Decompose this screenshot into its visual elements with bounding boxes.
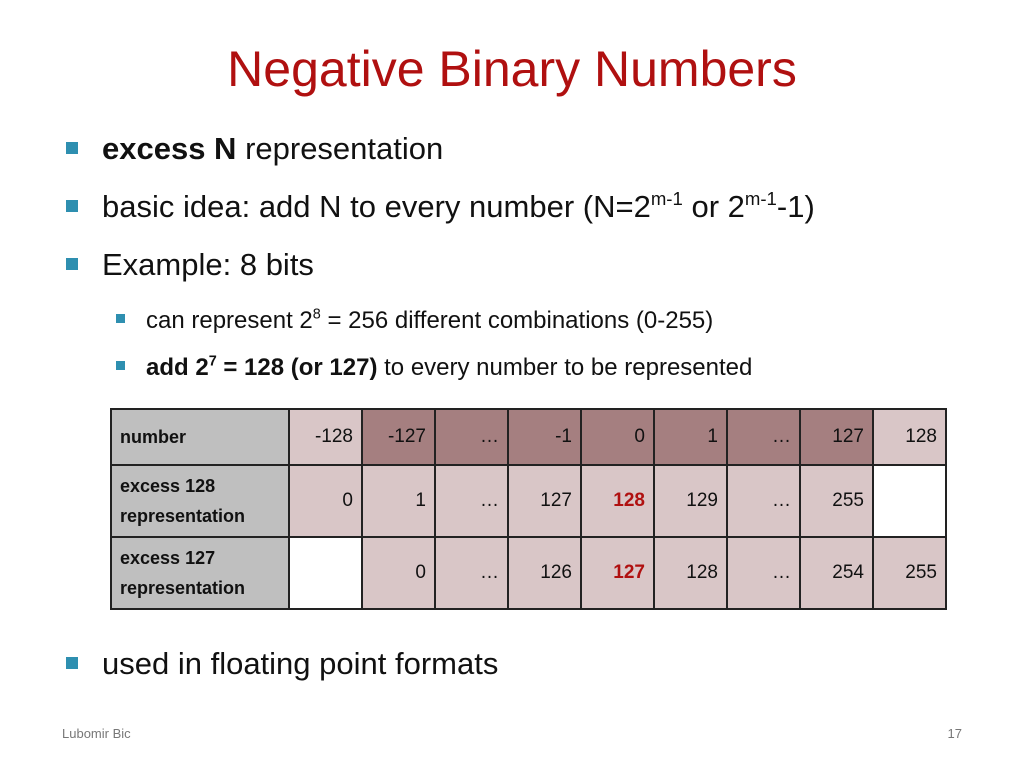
table-cell-highlight: 127 bbox=[581, 537, 654, 609]
table-cell: … bbox=[435, 409, 508, 465]
bullet-list bbox=[62, 130, 1002, 398]
bullet-square-icon bbox=[66, 258, 78, 270]
bullet-square-icon bbox=[66, 657, 78, 669]
table-cell: … bbox=[727, 409, 800, 465]
bullet-text: Example: 8 bits bbox=[102, 247, 314, 282]
superscript: m-1 bbox=[744, 187, 777, 209]
table-cell: 1 bbox=[654, 409, 727, 465]
subbullet-text: = 256 different combinations (0-255) bbox=[320, 307, 714, 334]
table-cell: 127 bbox=[800, 409, 873, 465]
bullet-example bbox=[62, 246, 1002, 304]
bullet-text: or 2 bbox=[682, 189, 745, 224]
superscript: 8 bbox=[312, 306, 321, 323]
row-header: number bbox=[111, 409, 289, 465]
bullet-list-bottom bbox=[62, 645, 1002, 703]
slide-title: Negative Binary Numbers bbox=[227, 41, 797, 97]
subbullet-bold-text: add 2 bbox=[146, 354, 209, 381]
table-cell: -1 bbox=[508, 409, 581, 465]
table-cell: … bbox=[435, 465, 508, 537]
bullet-text: used in floating point formats bbox=[102, 646, 499, 681]
row-header: excess 127 representation bbox=[111, 537, 289, 609]
table-cell-empty bbox=[289, 537, 362, 609]
bullet-text: -1) bbox=[776, 189, 815, 224]
superscript: m-1 bbox=[650, 187, 683, 209]
bullet-square-icon bbox=[66, 200, 78, 212]
table-cell-empty bbox=[873, 465, 946, 537]
table-cell: 128 bbox=[873, 409, 946, 465]
bullet-text: basic idea: add N to every number (N=2 bbox=[102, 189, 651, 224]
table-cell: -128 bbox=[289, 409, 362, 465]
table-cell: -127 bbox=[362, 409, 435, 465]
table-cell: 0 bbox=[362, 537, 435, 609]
table-row-number bbox=[111, 409, 946, 465]
table-cell: 1 bbox=[362, 465, 435, 537]
subbullet-add bbox=[114, 351, 1002, 398]
table-cell: … bbox=[435, 537, 508, 609]
table-cell-highlight: 128 bbox=[581, 465, 654, 537]
subbullet-text: to every number to be represented bbox=[377, 354, 753, 381]
table-cell: 254 bbox=[800, 537, 873, 609]
table-cell: 0 bbox=[581, 409, 654, 465]
subbullet-combinations bbox=[114, 304, 1002, 351]
subbullet-bold-text: = 128 (or 127) bbox=[216, 354, 378, 381]
table-cell: 255 bbox=[873, 537, 946, 609]
bullet-square-icon bbox=[66, 142, 78, 154]
table-cell: 0 bbox=[289, 465, 362, 537]
table-row-excess-128 bbox=[111, 465, 946, 537]
bullet-basic-idea bbox=[62, 188, 1002, 246]
row-header: excess 128 representation bbox=[111, 465, 289, 537]
bullet-text: representation bbox=[236, 131, 444, 166]
table-cell: 128 bbox=[654, 537, 727, 609]
table-cell: 126 bbox=[508, 537, 581, 609]
table-cell: … bbox=[727, 465, 800, 537]
bullet-bold-text: excess N bbox=[102, 131, 237, 166]
table-cell: 127 bbox=[508, 465, 581, 537]
bullet-floating-point bbox=[62, 645, 1002, 703]
bullet-excess-n bbox=[62, 130, 1002, 188]
subbullet-text: can represent 2 bbox=[146, 307, 313, 334]
subbullet-square-icon bbox=[116, 314, 125, 323]
table-cell: 255 bbox=[800, 465, 873, 537]
table-cell: 129 bbox=[654, 465, 727, 537]
subbullet-square-icon bbox=[116, 361, 125, 370]
footer-author: Lubomir Bic bbox=[62, 726, 131, 741]
excess-table bbox=[110, 408, 947, 610]
superscript: 7 bbox=[208, 353, 217, 370]
table-row-excess-127 bbox=[111, 537, 946, 609]
table-cell: … bbox=[727, 537, 800, 609]
slide-number: 17 bbox=[947, 726, 962, 741]
